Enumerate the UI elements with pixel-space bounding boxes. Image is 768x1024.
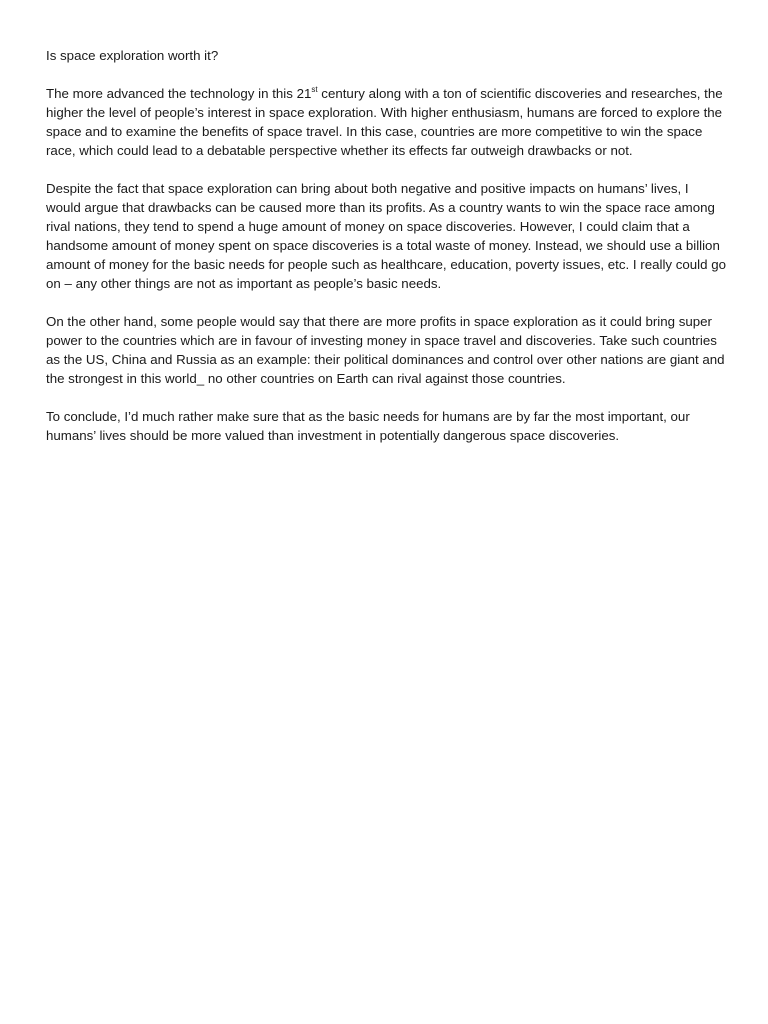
paragraph-introduction-rest: century along with a ton of scientific discoveries and researches, the higher the level of people’s interest in space exploration. With higher enthusiasm, humans are forced to explore the space and to examine the benefits of space travel. In this case, countries are more competitive to win the space race, which could lead to a debatable perspective whether its effects far outweigh drawbacks or not.	[46, 86, 723, 158]
paragraph-introduction	[46, 84, 726, 160]
document-page	[46, 46, 726, 464]
paragraph-body-benefits: On the other hand, some people would say that there are more profits in space exploration as it could bring super power to the countries which are in favour of investing money in space travel and discoveries. Take such countries as the US, China and Russia as an example: their political dominances and control over other nations are giant and the strongest in this world_ no other countries on Earth can rival against those countries.	[46, 314, 725, 386]
paragraph-introduction-start: The more advanced the technology in this 21	[46, 86, 312, 101]
ordinal-suffix: st	[311, 84, 318, 94]
document-title: Is space exploration worth it?	[46, 48, 219, 63]
paragraph-body-drawbacks: Despite the fact that space exploration can bring about both negative and positive impacts on humans’ lives, I would argue that drawbacks can be caused more than its profits. As a country wants to win the space race among rival nations, they tend to spend a huge amount of money on space discoveries. However, I could claim that a handsome amount of money spent on space discoveries is a total waste of money. Instead, we should use a billion amount of money for the basic needs for people such as healthcare, education, poverty issues, etc. I really could go on – any other things are not as important as people’s basic needs.	[46, 181, 727, 291]
paragraph-conclusion: To conclude, I’d much rather make sure that as the basic needs for humans are by far the most important, our humans’ lives should be more valued than investment in potentially dangerous space discoveries.	[46, 409, 690, 443]
